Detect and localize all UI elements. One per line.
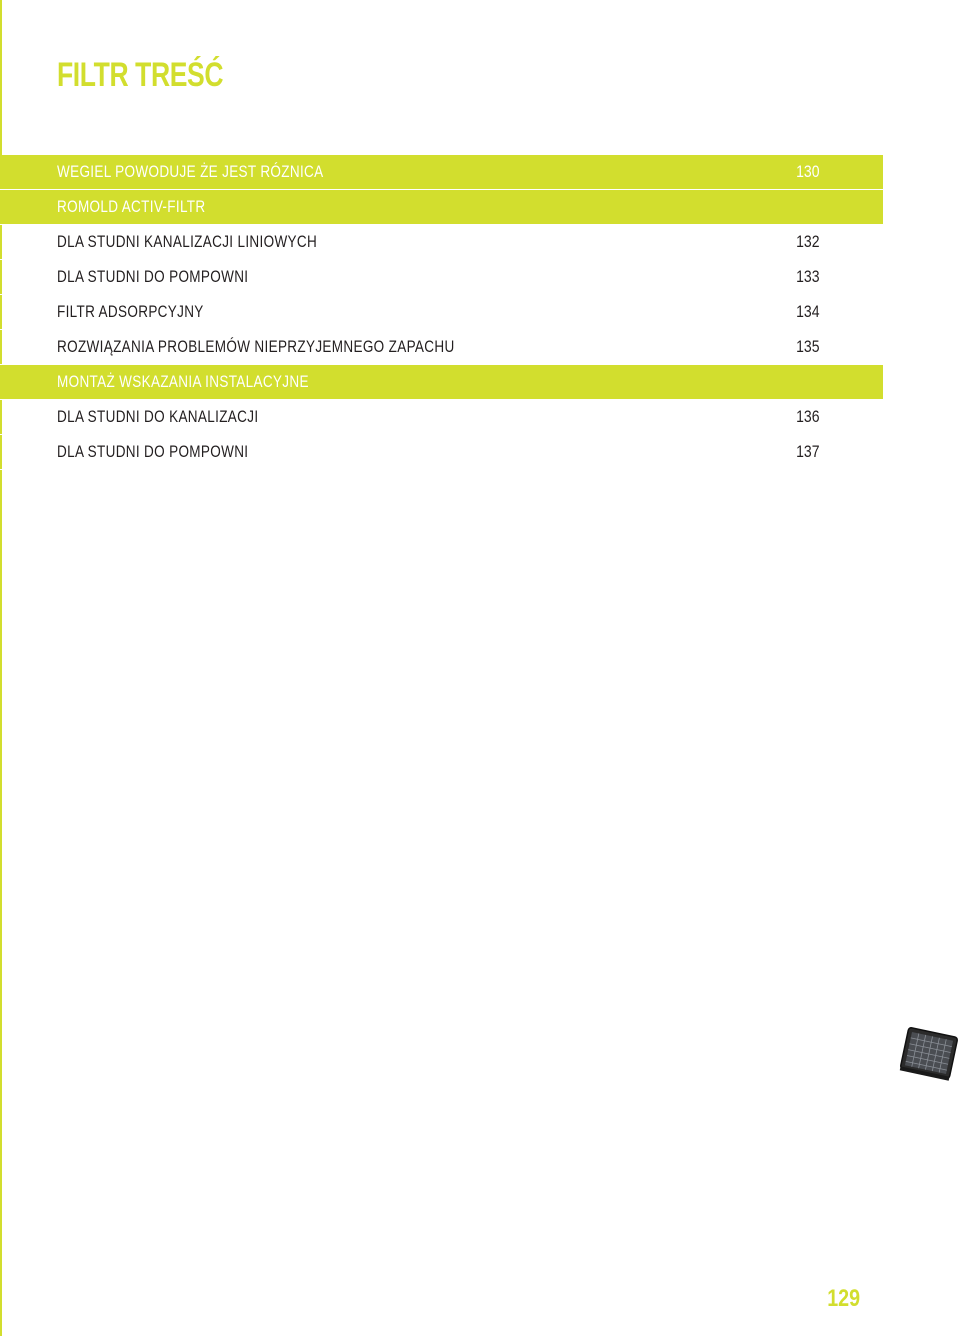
- toc-entry-label: DLA STUDNI DO POMPOWNI: [57, 268, 249, 286]
- toc-entry-label: WEGIEL POWODUJE ŻE JEST RÓZNICA: [57, 163, 324, 181]
- toc-entry-page: 136: [796, 408, 820, 426]
- toc-entry-page: 132: [796, 233, 820, 251]
- toc-row[interactable]: [0, 190, 883, 225]
- toc-row[interactable]: [0, 295, 883, 330]
- toc-row[interactable]: [0, 435, 883, 470]
- toc-entry-page: 137: [796, 443, 820, 461]
- page-number: 129: [827, 1285, 860, 1312]
- toc-entry-label: DLA STUDNI KANALIZACJI LINIOWYCH: [57, 233, 318, 251]
- toc-row[interactable]: [0, 400, 883, 435]
- toc-entry-page: 135: [796, 338, 820, 356]
- table-of-contents: [0, 155, 883, 470]
- toc-entry-label: FILTR ADSORPCYJNY: [57, 303, 204, 321]
- toc-entry-page: 133: [796, 268, 820, 286]
- toc-entry-label: MONTAŻ WSKAZANIA INSTALACYJNE: [57, 373, 309, 391]
- toc-entry-label: ROZWIĄZANIA PROBLEMÓW NIEPRZYJEMNEGO ZAPACHU: [57, 338, 455, 356]
- toc-entry-label: DLA STUDNI DO POMPOWNI: [57, 443, 249, 461]
- toc-row[interactable]: [0, 330, 883, 365]
- page-title: FILTR TREŚĆ: [57, 56, 224, 94]
- toc-entry-page: 130: [796, 163, 820, 181]
- toc-row[interactable]: [0, 225, 883, 260]
- toc-row[interactable]: [0, 155, 883, 190]
- toc-row[interactable]: [0, 260, 883, 295]
- toc-entry-page: 134: [796, 303, 820, 321]
- toc-entry-label: ROMOLD ACTIV-FILTR: [57, 198, 206, 216]
- toc-entry-label: DLA STUDNI DO KANALIZACJI: [57, 408, 259, 426]
- toc-row[interactable]: [0, 365, 883, 400]
- activated-carbon-filter-icon: [898, 1022, 960, 1084]
